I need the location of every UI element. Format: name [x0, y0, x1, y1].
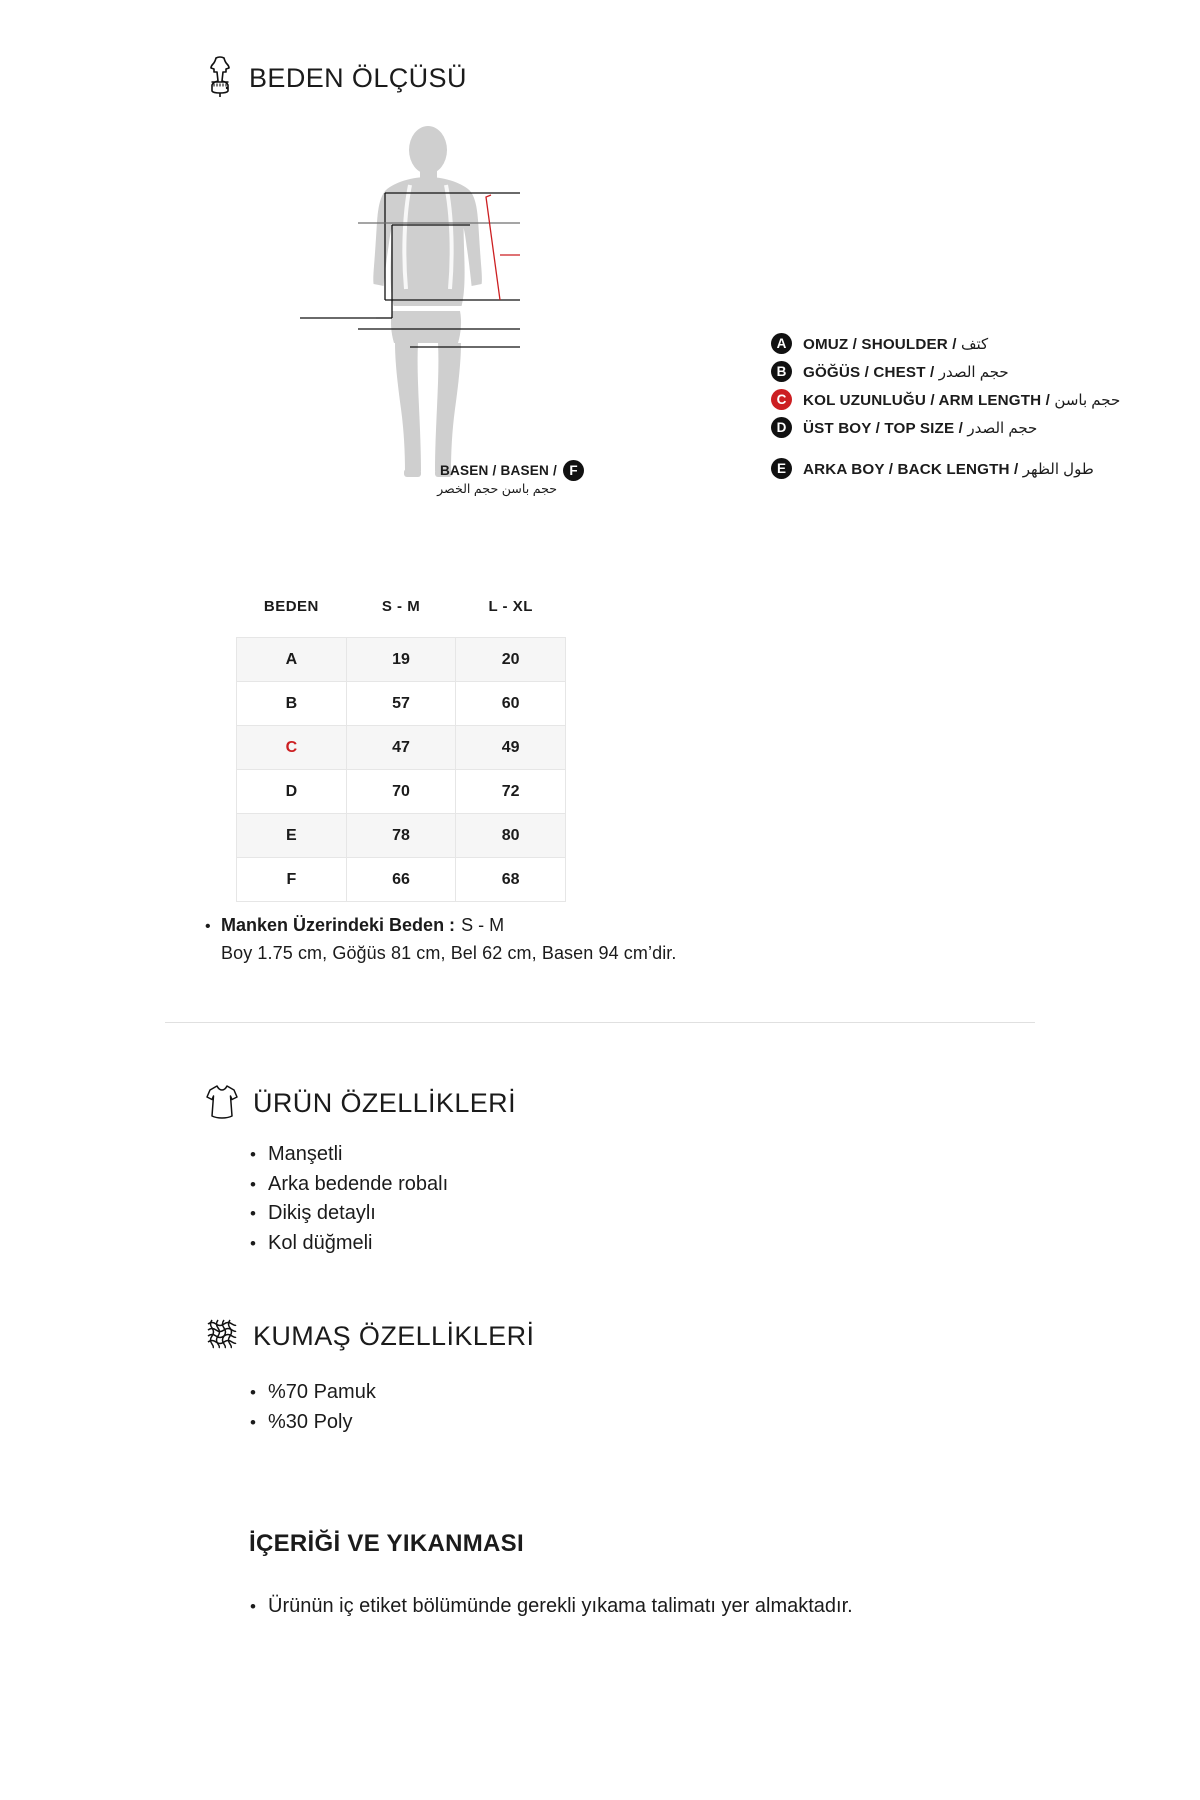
size-row-lxl-d: 72: [456, 770, 566, 814]
legend-badge-e: E: [771, 458, 792, 479]
fabric-item-0: %70 Pamuk: [268, 1381, 376, 1403]
washing-title: İÇERİĞİ VE YIKANMASI: [249, 1530, 524, 1557]
silhouette-shape: [373, 126, 482, 477]
bullet-icon: •: [250, 1412, 256, 1432]
size-table-header-sm: S - M: [381, 598, 421, 615]
model-measurements-detail: Boy 1.75 cm, Göğüs 81 cm, Bel 62 cm, Basen 94 cm’dir.: [221, 943, 677, 963]
size-row-lxl-e: 80: [456, 814, 566, 858]
legend-row-b: [771, 358, 1120, 385]
model-size-value: S - M: [461, 915, 505, 935]
size-row-lxl-f: 68: [456, 858, 566, 902]
size-table-header-beden: BEDEN: [263, 598, 319, 615]
section-divider: [165, 1022, 1035, 1023]
product-feature-0: Manşetli: [268, 1143, 343, 1165]
size-row-lxl-b: 60: [456, 682, 566, 726]
washing-item-0: Ürünün iç etiket bölümünde gerekli yıkama talimatı yer almaktadır.: [268, 1595, 853, 1617]
washing-list: [250, 1592, 890, 1621]
basen-callout-label: [437, 463, 557, 496]
basen-label-text: BASEN / BASEN /: [439, 463, 557, 478]
product-feature-1: Arka bedende robalı: [268, 1172, 449, 1195]
list-item: [250, 1592, 890, 1621]
list-item: [250, 1408, 376, 1438]
fabric-features-title: KUMAŞ ÖZELLİKLERİ: [253, 1321, 535, 1351]
fabric-weave-icon: [205, 1317, 239, 1356]
size-table-header-row: [237, 598, 566, 638]
list-item: [250, 1378, 376, 1408]
legend-row-c: [771, 386, 1120, 413]
size-table: [236, 598, 566, 902]
table-row: [237, 814, 566, 858]
legend-badge-a: A: [771, 333, 792, 354]
model-measurements-note: [205, 915, 905, 964]
size-row-key-b: B: [237, 682, 347, 726]
model-size-label: Manken Üzerindeki Beden :: [221, 915, 456, 935]
legend-badge-f: F: [563, 460, 584, 481]
list-item: [250, 1229, 448, 1259]
bullet-icon: •: [250, 1174, 256, 1194]
legend-label-b: GÖĞÜS / CHEST / حجم الصدر: [803, 363, 1009, 381]
size-row-sm-e: 78: [346, 814, 456, 858]
product-features-list: [250, 1140, 448, 1258]
model-size-line: [205, 915, 905, 936]
legend-arabic-e: طول الظهر: [1022, 460, 1094, 478]
size-row-sm-c: 47: [346, 726, 456, 770]
bullet-icon: •: [250, 1233, 256, 1253]
measurement-figure: [180, 115, 1121, 535]
legend-label-c: KOL UZUNLUĞU / ARM LENGTH / حجم باسن: [803, 391, 1121, 409]
legend-badge-c: C: [771, 389, 792, 410]
size-row-key-c: C: [237, 726, 347, 770]
table-row: [237, 858, 566, 902]
size-row-lxl-a: 20: [456, 638, 566, 682]
list-item: [250, 1140, 448, 1170]
size-row-sm-f: 66: [346, 858, 456, 902]
bullet-icon: •: [205, 918, 211, 935]
bullet-icon: •: [250, 1597, 256, 1616]
product-feature-3: Kol düğmeli: [268, 1231, 373, 1254]
measurement-legend: [771, 330, 1120, 482]
legend-label-d: ÜST BOY / TOP SIZE / حجم الصدر: [803, 419, 1038, 437]
legend-badge-d: D: [771, 417, 792, 438]
size-row-key-e: E: [237, 814, 347, 858]
fabric-features-list: [250, 1378, 376, 1437]
size-row-key-d: D: [237, 770, 347, 814]
size-row-sm-a: 19: [346, 638, 456, 682]
list-item: [250, 1170, 448, 1200]
bullet-icon: •: [250, 1145, 256, 1164]
table-row: [237, 770, 566, 814]
table-row: [237, 638, 566, 682]
size-row-key-f: F: [237, 858, 347, 902]
basen-label-arabic: حجم باسن حجم الخصر: [437, 482, 557, 496]
legend-arabic-c: حجم باسن: [1054, 391, 1121, 409]
product-features-header: [205, 1083, 516, 1124]
mannequin-measure-icon: [205, 55, 235, 102]
fabric-item-1: %30 Poly: [268, 1410, 353, 1433]
legend-label-e: ARKA BOY / BACK LENGTH / طول الظهر: [803, 460, 1094, 478]
size-row-sm-d: 70: [346, 770, 456, 814]
legend-label-a: OMUZ / SHOULDER / كتف: [803, 335, 989, 353]
size-row-key-a: A: [237, 638, 347, 682]
size-row-sm-b: 57: [346, 682, 456, 726]
legend-arabic-b: حجم الصدر: [938, 363, 1009, 381]
fabric-features-header: [205, 1317, 534, 1356]
legend-arabic-a: كتف: [960, 335, 989, 353]
table-row: [237, 726, 566, 770]
legend-badge-b: B: [771, 361, 792, 382]
list-item: [250, 1199, 448, 1229]
product-feature-2: Dikiş detaylı: [268, 1202, 376, 1224]
tshirt-icon: [205, 1083, 239, 1124]
size-section-header: [205, 55, 467, 102]
washing-header: [249, 1530, 524, 1558]
legend-row-d: [771, 414, 1120, 441]
size-row-lxl-c: 49: [456, 726, 566, 770]
legend-arabic-d: حجم الصدر: [967, 419, 1038, 437]
size-section-title: BEDEN ÖLÇÜSÜ: [249, 63, 467, 93]
callout-line-c: [486, 195, 520, 300]
size-table-header-lxl: L - XL: [488, 598, 533, 615]
product-features-title: ÜRÜN ÖZELLİKLERİ: [253, 1088, 516, 1118]
bullet-icon: •: [250, 1204, 256, 1223]
legend-row-e: [771, 455, 1120, 482]
legend-row-a: [771, 330, 1120, 357]
table-row: [237, 682, 566, 726]
bullet-icon: •: [250, 1383, 256, 1402]
